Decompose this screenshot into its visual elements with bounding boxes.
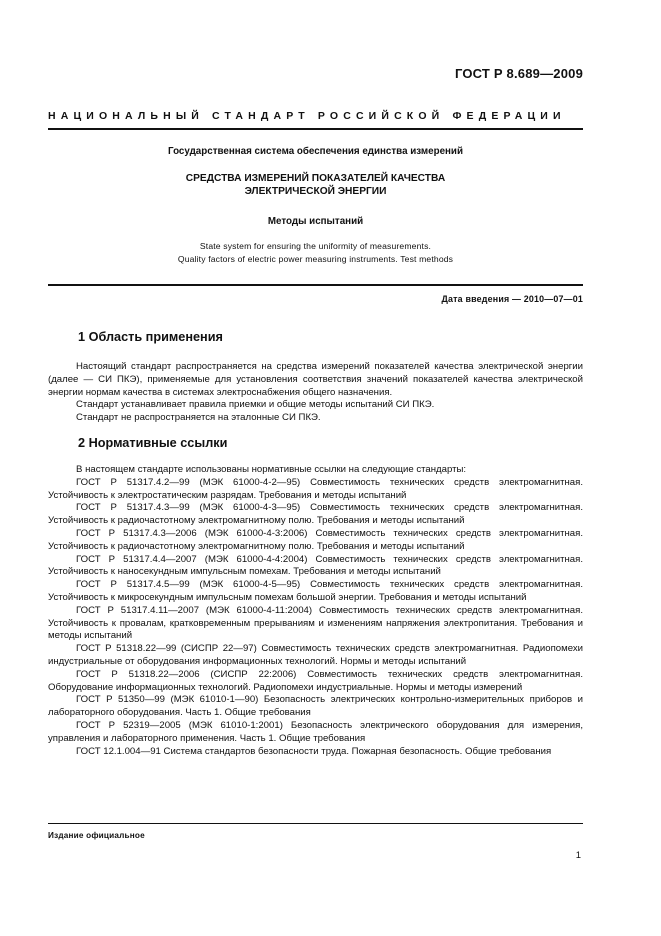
top-rule [48,128,583,130]
document-title [48,172,583,198]
reference-item: ГОСТ 12.1.004—91 Система стандартов безопасности труда. Пожарная безопасность. Общие требования [76,745,552,757]
middle-rule [48,284,583,286]
document-title-line1: СРЕДСТВА ИЗМЕРЕНИЙ ПОКАЗАТЕЛЕЙ КАЧЕСТВА [185,173,446,184]
reference-item: ГОСТ Р 51317.4.11—2007 (МЭК 61000-4-11:2004) Совместимость технических средств электромагнитная. Устойчивость к провалам, кратковременным прерываниям и изменениям напряжения электропитания. Требования и методы испытаний [48,604,583,642]
english-title-line1: State system for ensuring the uniformity of measurements. [199,241,432,251]
introduction-date: Дата введения — 2010—07—01 [441,294,583,304]
section-2-body [48,464,583,758]
footer-rule [48,823,583,824]
paragraph: Стандарт не распространяется на эталонные СИ ПКЭ. [76,412,321,424]
english-title [48,240,583,267]
reference-item: ГОСТ Р 51317.4.4—2007 (МЭК 61000-4-4:2004) Совместимость технических средств электромагнитная. Устойчивость к наносекундным импульсным помехам. Требования и методы испытаний [48,553,583,578]
document-subtitle: Методы испытаний [267,216,364,227]
english-title-line2: Quality factors of electric power measuring instruments. Test methods [177,254,454,265]
paragraph: Настоящий стандарт распространяется на средства измерений показателей качества электрической энергии (далее — СИ ПКЭ), применяемые для установления соответствия значений показателей качества электрической энергии нормам качества в системах электроснабжения общего назначения. [48,361,583,398]
section-1-heading: 1 Область применения [78,330,223,344]
reference-item: ГОСТ Р 51317.4.5—99 (МЭК 61000-4-5—95) Совместимость технических средств электромагнитная. Устойчивость к микросекундным импульсным помехам большой энергии. Требования и методы испытаний [48,579,583,603]
official-edition-note: Издание официальное [48,831,145,840]
reference-item: ГОСТ Р 51318.22—2006 (СИСПР 22:2006) Совместимость технических средств электромагнитная. Оборудование информационных технологий. Радиопомехи индустриальные. Нормы и методы измерений [48,668,583,693]
document-title-line2: ЭЛЕКТРИЧЕСКОЙ ЭНЕРГИИ [244,186,387,197]
system-title: Государственная система обеспечения единства измерений [168,146,463,157]
paragraph: Стандарт устанавливает правила приемки и общие методы испытаний СИ ПКЭ. [76,399,435,411]
standard-code: ГОСТ Р 8.689—2009 [454,66,583,81]
section-1-body [48,361,583,425]
reference-item: ГОСТ Р 52319—2005 (МЭК 61010-1:2001) Безопасность электрического оборудования для измерения, управления и лабораторного применения. Часть 1. Общие требования [48,719,583,744]
national-standard-banner: НАЦИОНАЛЬНЫЙ СТАНДАРТ РОССИЙСКОЙ ФЕДЕРАЦИИ [48,110,566,122]
paragraph: В настоящем стандарте использованы нормативные ссылки на следующие стандарты: [76,464,467,475]
reference-item: ГОСТ Р 51350—99 (МЭК 61010-1—90) Безопасность электрических контрольно-измерительных приборов и лабораторного оборудования. Часть 1. Общие требования [48,694,583,719]
reference-item: ГОСТ Р 51317.4.3—2006 (МЭК 61000-4-3:2006) Совместимость технических средств электромагнитная. Устойчивость к радиочастотному электромагнитному полю. Требования и методы испытаний [48,527,583,552]
reference-item: ГОСТ Р 51318.22—99 (СИСПР 22—97) Совместимость технических средств электромагнитная. Радиопомехи индустриальные от оборудования информационных технологий. Нормы и методы испытаний [48,643,583,667]
section-2-heading: 2 Нормативные ссылки [78,436,228,450]
page-number: 1 [575,850,581,861]
reference-item: ГОСТ Р 51317.4.3—99 (МЭК 61000-4-3—95) Совместимость технических средств электромагнитная. Устойчивость к радиочастотному электромагнитному полю. Требования и методы испытаний [48,502,583,527]
reference-item: ГОСТ Р 51317.4.2—99 (МЭК 61000-4-2—95) Совместимость технических средств электромагнитная. Устойчивость к электростатическим разрядам. Требования и методы испытаний [48,476,583,501]
